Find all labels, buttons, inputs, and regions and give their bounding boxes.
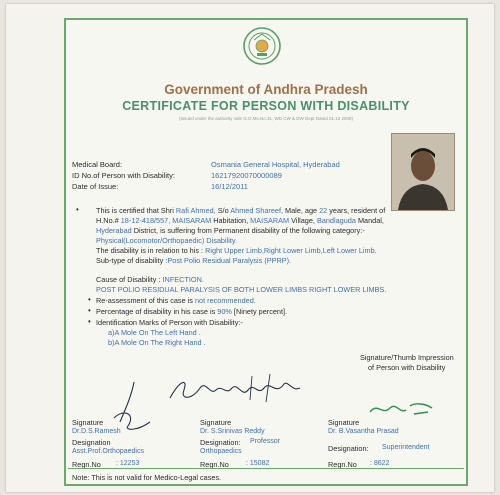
paper-sheet: [6, 4, 494, 492]
sig1-label: Signature: [72, 418, 104, 427]
footer-note: Note: This is not valid for Medico-Legal cases.: [72, 473, 222, 482]
identification-mark-a: a)A Mole On The Left Hand .: [108, 328, 201, 337]
regn2-value: : 15082: [246, 460, 270, 467]
date-label: Date of Issue:: [72, 182, 119, 191]
disability-category: Physical(Locomotor/Orthopaedic) Disability.: [96, 236, 237, 245]
authority-subline: (Issued under the authority vide G.O.Ms.No.31, WD CW & DW Dept Dated 01.12.2009): [178, 116, 354, 121]
certification-line-1: This is certified that Shri Rafi Ahmed, S/o Ahmed Shareef, Male, age 22 years, resident of: [96, 206, 386, 215]
bullet-icon: •: [88, 317, 91, 326]
regn3-value: : 8622: [370, 460, 390, 467]
desig2-label: Designation:: [200, 438, 241, 447]
regn1-value: : 12253: [116, 460, 140, 467]
certificate-title: CERTIFICATE FOR PERSON WITH DISABILITY: [122, 99, 410, 113]
sig2-name: Dr. S.Srinivas Reddy: [200, 428, 265, 435]
sig3-name: Dr. B.Vasantha Prasad: [328, 428, 399, 435]
certificate-frame: [64, 18, 468, 486]
government-heading: Government of Andhra Pradesh: [164, 82, 368, 97]
desig2-value-1: Professor: [250, 438, 280, 445]
medical-board-label: Medical Board:: [72, 160, 123, 169]
medical-board-value: Osmania General Hospital, Hyderabad: [211, 160, 340, 169]
person-photo: [391, 133, 455, 211]
sig3-label: Signature: [328, 418, 360, 427]
identification-marks-label: Identification Marks of Person with Disability:-: [96, 318, 243, 327]
desig3-value: Superintendent: [382, 444, 430, 451]
desig1-value: Asst.Prof.Orthopaedics: [72, 448, 144, 455]
state-emblem-icon: [242, 26, 282, 66]
cause-detail: POST POLIO RESIDUAL PARALYSIS OF BOTH LOWER LIMBS RIGHT LOWER LIMBS.: [96, 285, 387, 294]
reassessment-line: Re-assessment of this case is not recommended.: [96, 296, 256, 305]
identification-mark-b: b)A Mole On The Right Hand .: [108, 338, 206, 347]
certification-line-2: H.No.# 18-12-418/557, MAISARAM Habitation, MAISARAM Village, Bandlaguda Mandal,: [96, 216, 384, 225]
disability-subtype: Sub-type of disability :Post Polio Residual Paralysis (PPRP).: [96, 256, 292, 265]
scribble-signature: [106, 378, 156, 434]
green-signature: [366, 398, 436, 420]
desig2-value-2: Orthopaedics: [200, 448, 242, 455]
bullet-icon: •: [88, 295, 91, 304]
disability-relation: The disability is in relation to his : Right Upper Limb,Right Lower Limb,Left Lower Limb.: [96, 246, 377, 255]
cause-of-disability: Cause of Disability : INFECTION.: [96, 275, 204, 284]
desig1-label: Designation: [72, 438, 111, 447]
desig3-label: Designation:: [328, 444, 369, 453]
bullet-icon: •: [76, 205, 79, 214]
date-value: 16/12/2011: [211, 182, 248, 191]
thumb-impression-label-1: Signature/Thumb Impression: [360, 353, 454, 362]
regn1-label: Regn.No: [72, 460, 101, 469]
thumb-impression-label-2: of Person with Disability: [368, 363, 446, 372]
handwritten-signature: [166, 370, 306, 406]
id-label: ID No.of Person with Disability:: [72, 171, 175, 180]
id-value: 16217920070000089: [211, 171, 282, 180]
bullet-icon: •: [88, 306, 91, 315]
sig1-name: Dr.D.S.Ramesh: [72, 428, 121, 435]
regn3-label: Regn.No: [328, 460, 357, 469]
sig2-label: Signature: [200, 418, 232, 427]
regn2-label: Regn.No: [200, 460, 229, 469]
footer-divider: [68, 468, 464, 469]
percentage-line: Percentage of disability in his case is 90% [Ninety percent].: [96, 307, 288, 316]
certification-line-3: Hyderabad District, is suffering from Permanent disability of the following category:-: [96, 226, 365, 235]
